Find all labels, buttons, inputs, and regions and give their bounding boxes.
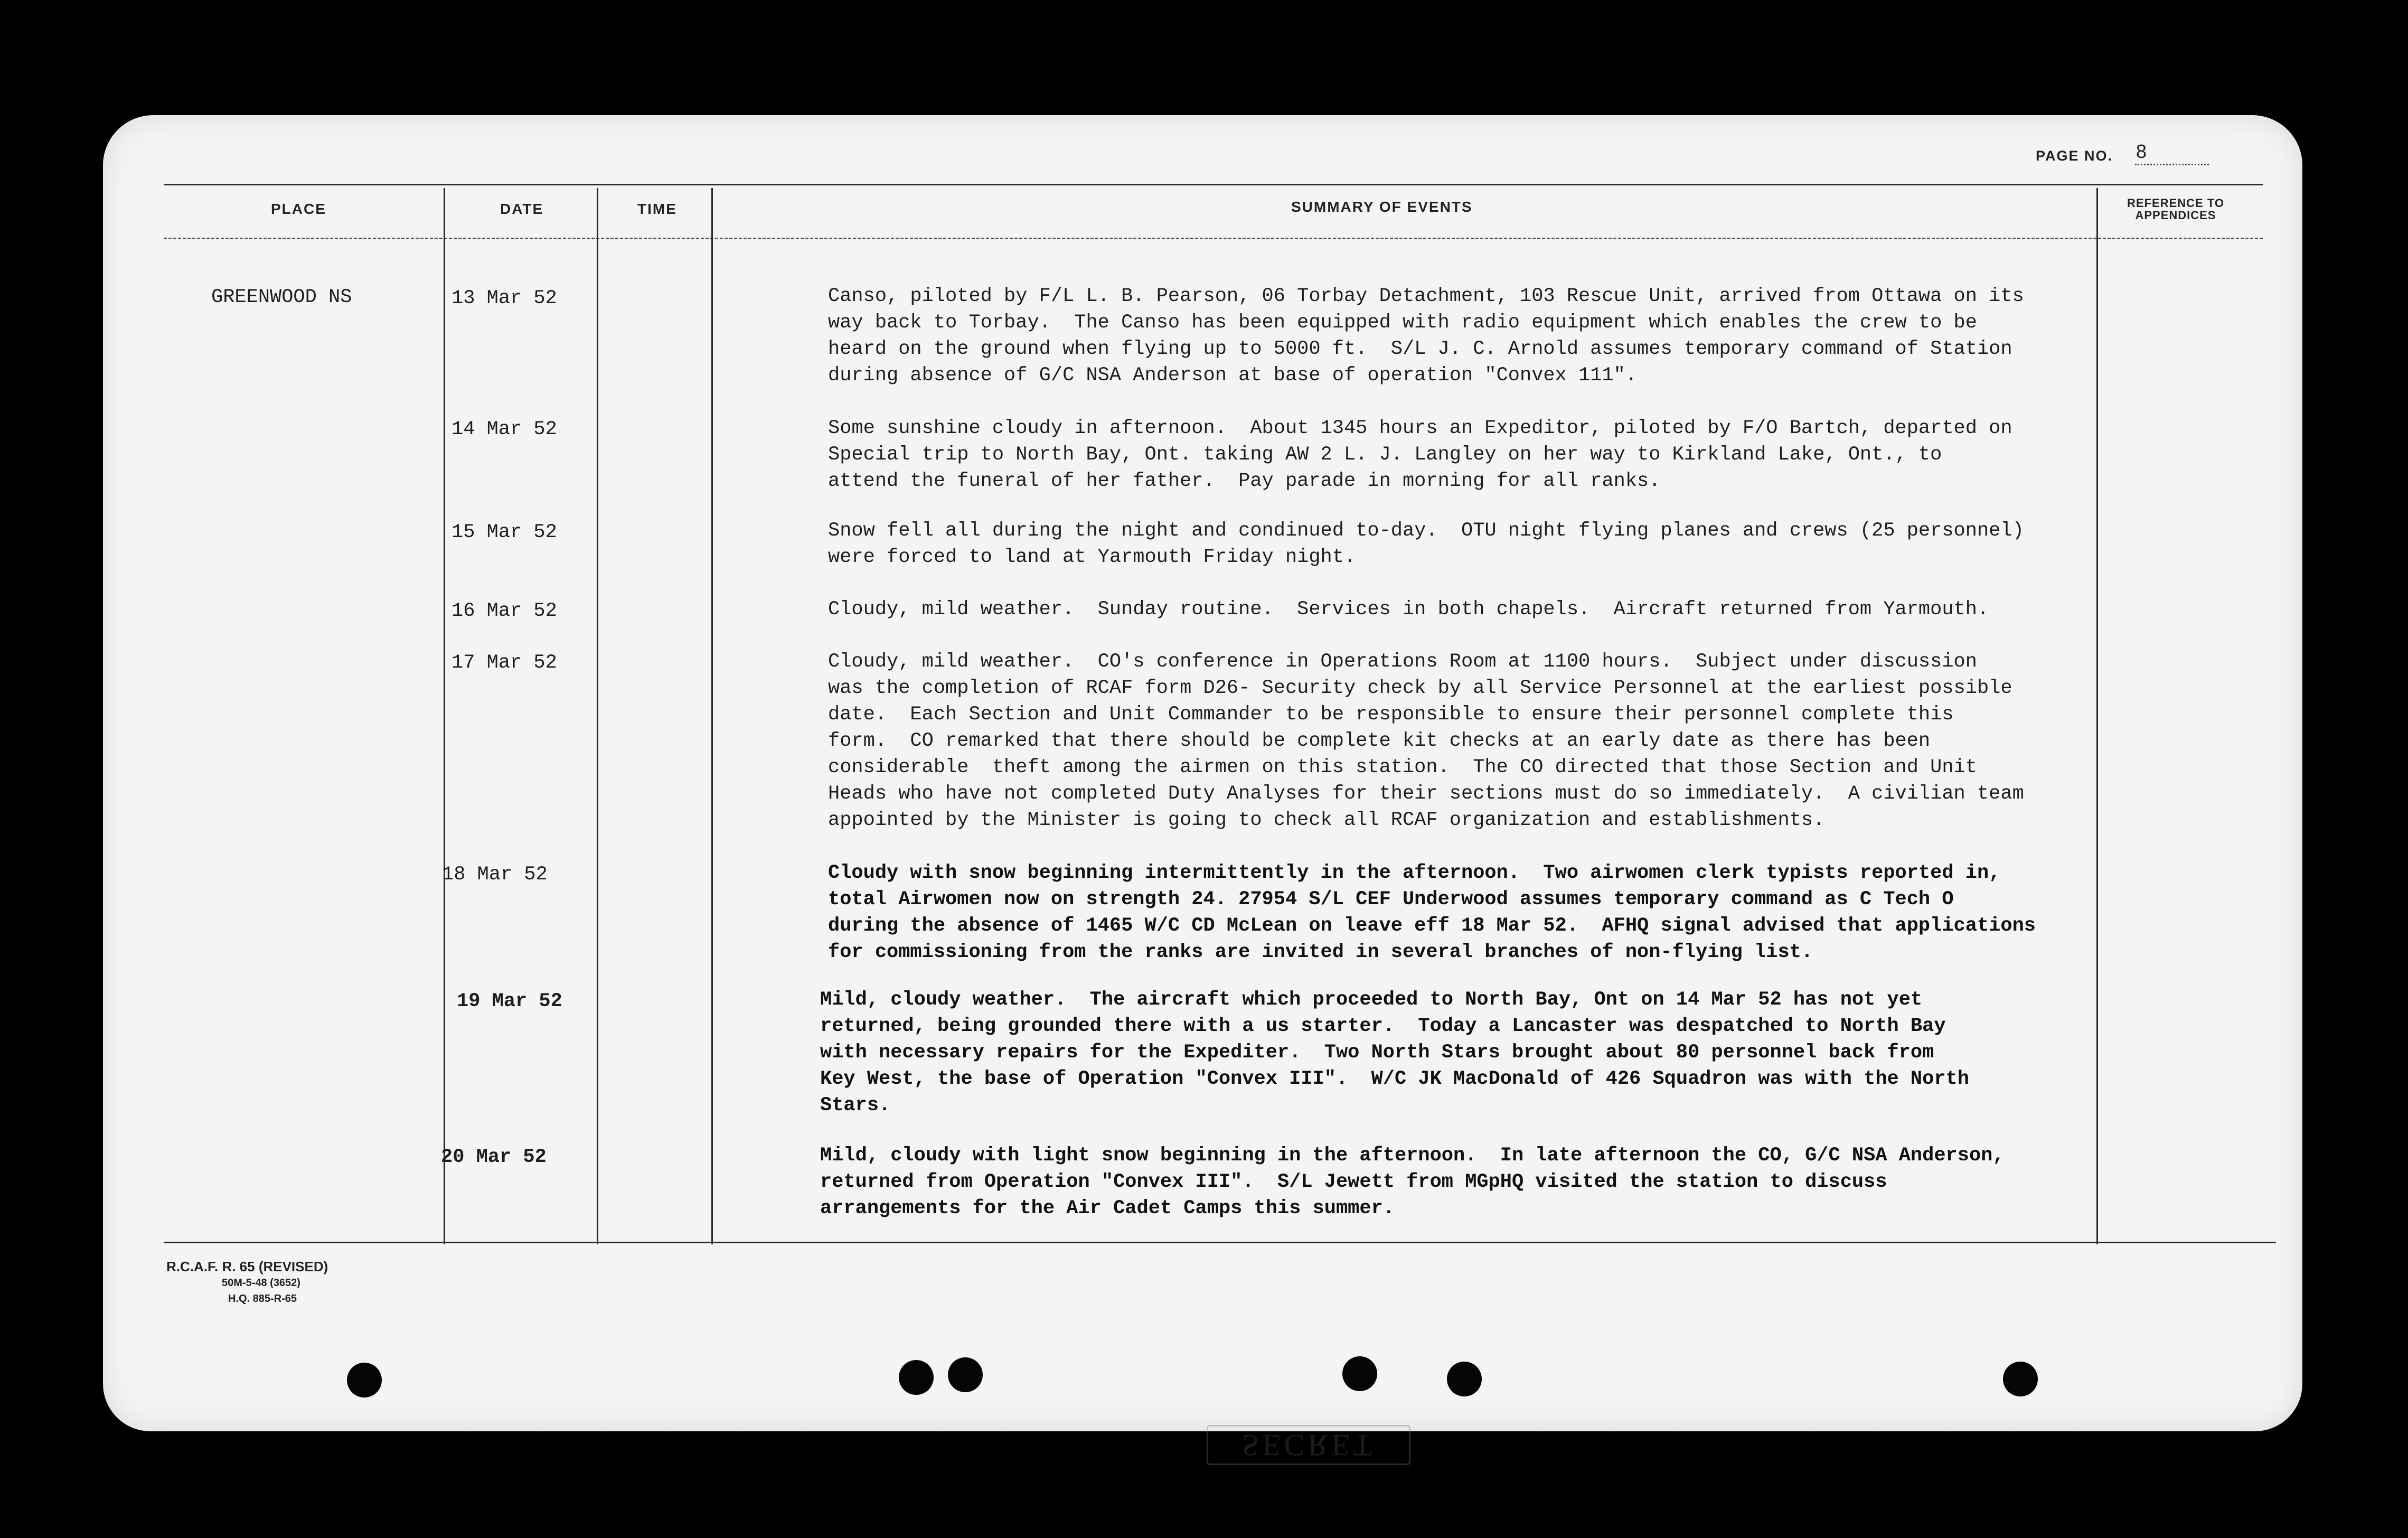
punch-hole xyxy=(2003,1362,2038,1396)
entry-summary: Cloudy with snow beginning intermittently in the afternoon. Two airwomen clerk typists reported in, total Airwomen now on strength 24. 27954 S/L CEF Underwood assumes temporary command as C Tech O during the absence of 1465 W/C CD McLean on leave eff 18 Mar 52. AFHQ signal advised that applications for commissioning from the ranks are invited in several branches of non-flying list. xyxy=(828,862,2036,963)
table-bottom-rule xyxy=(164,1242,2276,1243)
entry-date: 19 Mar 52 xyxy=(457,990,562,1012)
faded-stamp: SECRET xyxy=(1207,1425,1410,1465)
page-number-label: PAGE NO. xyxy=(2036,148,2113,164)
column-header-summary: SUMMARY OF EVENTS xyxy=(1291,199,1473,215)
entry-date: 15 Mar 52 xyxy=(452,521,557,543)
page-number-value: 8 xyxy=(2136,140,2147,162)
column-header-place: PLACE xyxy=(271,201,326,217)
column-divider-time-summary xyxy=(711,188,713,1244)
column-header-time: TIME xyxy=(637,201,677,217)
entry-date: 17 Mar 52 xyxy=(452,652,557,674)
entry-date: 14 Mar 52 xyxy=(452,418,557,440)
form-identifier: R.C.A.F. R. 65 (REVISED) xyxy=(166,1259,328,1274)
entry-date: 16 Mar 52 xyxy=(452,600,557,622)
column-divider-date-time xyxy=(597,188,598,1244)
record-card xyxy=(103,115,2302,1462)
entry-summary: Mild, cloudy with light snow beginning in the afternoon. In late afternoon the CO, G/C NSA Anderson, returned from Operation "Convex III". S/L Jewett from MGpHQ visited the station to discuss arrangements for the Air Cadet Camps this summer. xyxy=(820,1145,2005,1220)
entry-date: 20 Mar 52 xyxy=(441,1146,547,1168)
print-code-line: H.Q. 885-R-65 xyxy=(228,1293,297,1305)
punch-hole xyxy=(948,1357,983,1392)
entry-summary: Cloudy, mild weather. Sunday routine. Services in both chapels. Aircraft returned from Yarmouth. xyxy=(828,598,1989,621)
page-number-dotline xyxy=(2135,164,2209,165)
entry-date: 13 Mar 52 xyxy=(452,287,557,310)
punch-hole xyxy=(1342,1356,1377,1391)
entry-date: 18 Mar 52 xyxy=(442,864,548,886)
entry-summary: Canso, piloted by F/L L. B. Pearson, 06 Torbay Detachment, 103 Rescue Unit, arrived from Ottawa on its way back to Torbay. The Canso has been equipped with radio equipment which enables the crew to be heard on the ground when flying up to 5000 ft. S/L J. C. Arnold assumes temporary command of Station during absence of G/C NSA Anderson at base of operation "Convex 111". xyxy=(828,285,2024,387)
place-cell: GREENWOOD NS xyxy=(211,286,352,308)
punch-hole xyxy=(1447,1362,1482,1396)
punch-hole xyxy=(347,1363,382,1398)
column-header-date: DATE xyxy=(500,201,544,217)
header-top-rule xyxy=(164,184,2263,185)
entry-summary: Some sunshine cloudy in afternoon. About 1345 hours an Expeditor, piloted by F/O Bartch, departed on Special trip to North Bay, Ont. taking AW 2 L. J. Langley on her way to Kirkland Lake, Ont., to attend the funeral of her father. Pay parade in morning for all ranks. xyxy=(828,417,2012,492)
print-code-line: 50M-5-48 (3652) xyxy=(222,1277,300,1289)
header-bottom-rule xyxy=(164,238,2263,239)
punch-hole xyxy=(899,1360,934,1395)
entry-summary: Cloudy, mild weather. CO's conference in Operations Room at 1100 hours. Subject under discussion was the completion of RCAF form D26- Security check by all Service Personnel at the earliest possible date. Each Section and Unit Commander to be responsible to ensure their personnel complete this form. CO remarked that there should be complete kit checks at an early date as there has been considerable theft among the airmen on this station. The CO directed that those Section and Unit Heads who have not completed Duty Analyses for their sections must do so immediately. A civilian team appointed by the Minister is going to check all RCAF organization and establishments. xyxy=(828,651,2024,831)
column-header-reference: REFERENCE TO APPENDICES xyxy=(2127,196,2224,222)
column-divider-place-date xyxy=(444,188,445,1244)
entry-summary: Mild, cloudy weather. The aircraft which proceeded to North Bay, Ont on 14 Mar 52 has not yet returned, being grounded there with a us starter. Today a Lancaster was despatched to North Bay with necessary repairs for the Expediter. Two North Stars brought about 80 personnel back from Key West, the base of Operation "Convex III". W/C JK MacDonald of 426 Squadron was with the North Stars. xyxy=(820,989,1969,1117)
entry-summary: Snow fell all during the night and condinued to-day. OTU night flying planes and crews (25 personnel) were forced to land at Yarmouth Friday night. xyxy=(828,520,2024,568)
